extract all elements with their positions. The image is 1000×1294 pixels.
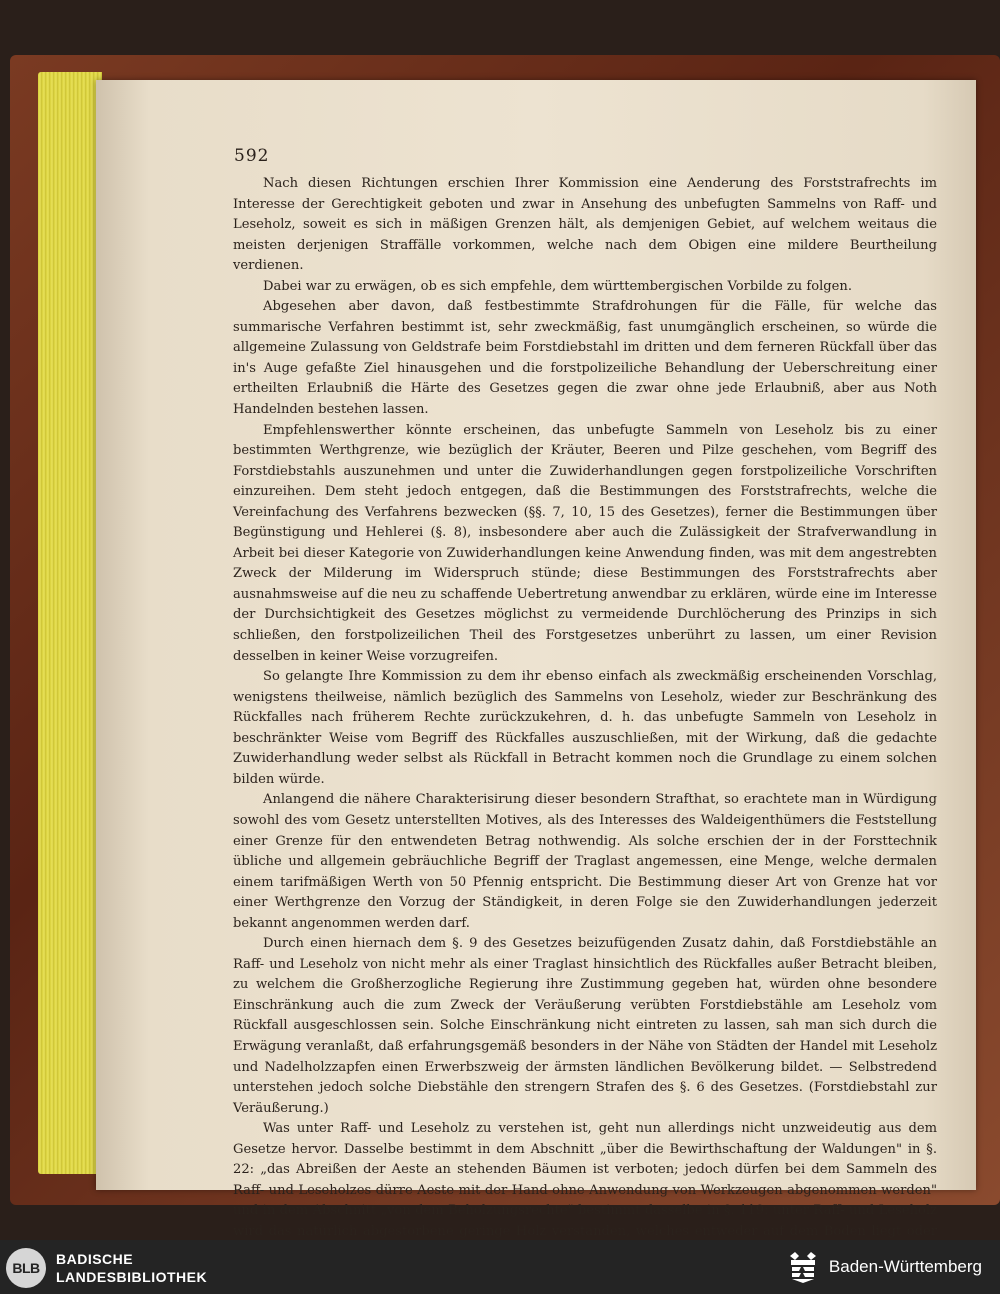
paragraph: Empfehlenswerther könnte erscheinen, das unbefugte Sammeln von Leseholz bis zu einer bestimmten Werthgrenze, wie bezüglich der Kräuter, Beeren und Pilze geschehen, vom Begriff des Forstdiebstahls auszunehmen und unter die Zuwiderhandlungen gegen forstpolizeiliche Vorschriften einzureihen. Dem steht jedoch entgegen, daß die Bestimmungen des Forststrafrechts, welche die Vereinfachung des Verfahrens bezwecken (§§. 7, 10, 15 des Gesetzes), ferner die Bestimmungen über Begünstigung und Hehlerei (§. 8), insbesondere aber auch die Zulässigkeit der Strafverwandlung in Arbeit bei dieser Kategorie von Zuwiderhandlungen keine Anwendung finden, was mit dem angestrebten Zweck der Milderung im Widerspruch stünde; diese Bestimmungen des Forststrafrechts aber ausnahmsweise auf die neu zu schaffende Uebertretung anwendbar zu erklären, würde eine im Interesse der Durchsichtigkeit des Gesetzes möglichst zu vermeidende Durchlöcherung des Prinzips in sich schließen, den forstpolizeilichen Theil des Forstgesetzes unberührt zu lassen, um einer Revision desselben in keiner Weise vorzugreifen. <box>233 422 937 664</box>
blb-logo[interactable]: BLB <box>6 1248 46 1288</box>
state-name: Baden-Württemberg <box>828 1257 982 1276</box>
paragraph: Nach diesen Richtungen erschien Ihrer Kommission eine Aenderung des Forststrafrechts im Interesse der Gerechtigkeit geboten und zwar in Ansehung des unbefugten Sammelns von Raff- und Leseholz, soweit es sich in mäßigen Grenzen hält, als demjenigen Gebiet, auf welchem weitaus die meisten derjenigen Straffälle vorkommen, welche nach dem Obigen eine mildere Beurtheilung verdienen. <box>233 176 937 274</box>
page-text <box>233 174 937 1284</box>
baden-wuerttemberg-logo[interactable] <box>787 1252 982 1282</box>
library-name-line2: LANDESBIBLIOTHEK <box>56 1269 208 1285</box>
library-name-line1: BADISCHE <box>56 1251 134 1267</box>
page-number: 592 <box>234 146 270 166</box>
paragraph: Dabei war zu erwägen, ob es sich empfehle, dem württembergischen Vorbilde zu folgen. <box>263 278 853 294</box>
paragraph: Was unter Raff- und Leseholz zu verstehen ist, geht nun allerdings nicht unzweideutig aus dem Gesetze hervor. Dasselbe bestimmt in dem Abschnitt „über die Bewirthschaftung der Waldungen" in §. 22: „das Abreißen der Aeste an stehenden Bäumen ist verboten; jedoch dürfen bei dem Sammeln des Raff- und Leseholzes dürre Aeste mit der Hand ohne Anwendung von Werkzeugen abgenommen werden" und in dem Abschnitt „von dem Beholzungsrechte" bestimmt dasselbe in §. 119: unter Raff- und Leseholz wird das natürlich abgestorbene geringe Holz verstanden, welches entweder auf dem Boden liegt oder <box>233 1121 937 1239</box>
coat-of-arms-icon <box>787 1250 819 1284</box>
page-edges <box>38 72 102 1174</box>
paragraph: So gelangte Ihre Kommission zu dem ihr ebenso einfach als zweckmäßig erscheinenden Vorschlag, wenigstens theilweise, nämlich bezüglich des Sammelns von Leseholz, wieder zur Beschränkung des Rückfalles nach früherem Rechte zurückzukehren, d. h. das unbefugte Sammeln von Leseholz in beschränkter Weise vom Begriff des Rückfalles auszuschließen, mit der Wirkung, daß die gedachte Zuwiderhandlung weder selbst als Rückfall in Betracht kommen noch die Grundlage zu einem solchen bilden würde. <box>233 669 937 787</box>
footer-bar <box>0 1240 1000 1294</box>
paragraph: Durch einen hiernach dem §. 9 des Gesetzes beizufügenden Zusatz dahin, daß Forstdiebstähle an Raff- und Leseholz von nicht mehr als einer Traglast hinsichtlich des Rückfalles außer Betracht bleiben, zu welchem die Großherzogliche Regierung ihre Zustimmung gegeben hat, würden ohne besondere Einschränkung auch die zum Zweck der Veräußerung verübten Forstdiebstähle am Leseholz vom Rückfall ausgeschlossen sein. Solche Einschränkung nicht eintreten zu lassen, sah man sich durch die Erwägung veranlaßt, daß erfahrungsgemäß besonders in der Nähe von Städten der Handel mit Leseholz und Nadelholzzapfen einen Erwerbszweig der ärmsten ländlichen Bevölkerung bildet. — Selbstredend unterstehen jedoch solche Diebstähle den strengern Strafen des §. 6 des Gesetzes. (Forstdiebstahl zur Veräußerung.) <box>233 936 937 1116</box>
paragraph: Anlangend die nähere Charakterisirung dieser besondern Strafthat, so erachtete man in Würdigung sowohl des vom Gesetz unterstellten Motives, als des Interesses des Waldeigenthümers die Feststellung einer Grenze für den entwendeten Betrag nothwendig. Als solche erschien der in der Forsttechnik übliche und allgemein gebräuchliche Begriff der Traglast angemessen, eine Menge, welche dermalen einem tarifmäßigen Werth von 50 Pfennig entspricht. Die Bestimmung dieser Art von Grenze hat vor einer Werthgrenze den Vorzug der Ständigkeit, in deren Folge sie den Zuwiderhandlungen jederzeit bekannt angenommen werden darf. <box>233 792 937 931</box>
library-name[interactable] <box>56 1250 207 1286</box>
paragraph: Abgesehen aber davon, daß festbestimmte Strafdrohungen für die Fälle, für welche das summarische Verfahren bestimmt ist, sehr zweckmäßig, fast unumgänglich erscheinen, so würde die allgemeine Zulassung von Geldstrafe beim Forstdiebstahl im dritten und dem ferneren Rückfall über das in's Auge gefaßte Ziel hinausgehen und die forstpolizeiliche Behandlung der Ueberschreitung einer ertheilten Erlaubniß die Härte des Gesetzes gegen die zwar ohne jede Erlaubniß, aber aus Noth Handelnden bestehen lassen. <box>233 299 937 418</box>
book-page <box>96 80 976 1239</box>
